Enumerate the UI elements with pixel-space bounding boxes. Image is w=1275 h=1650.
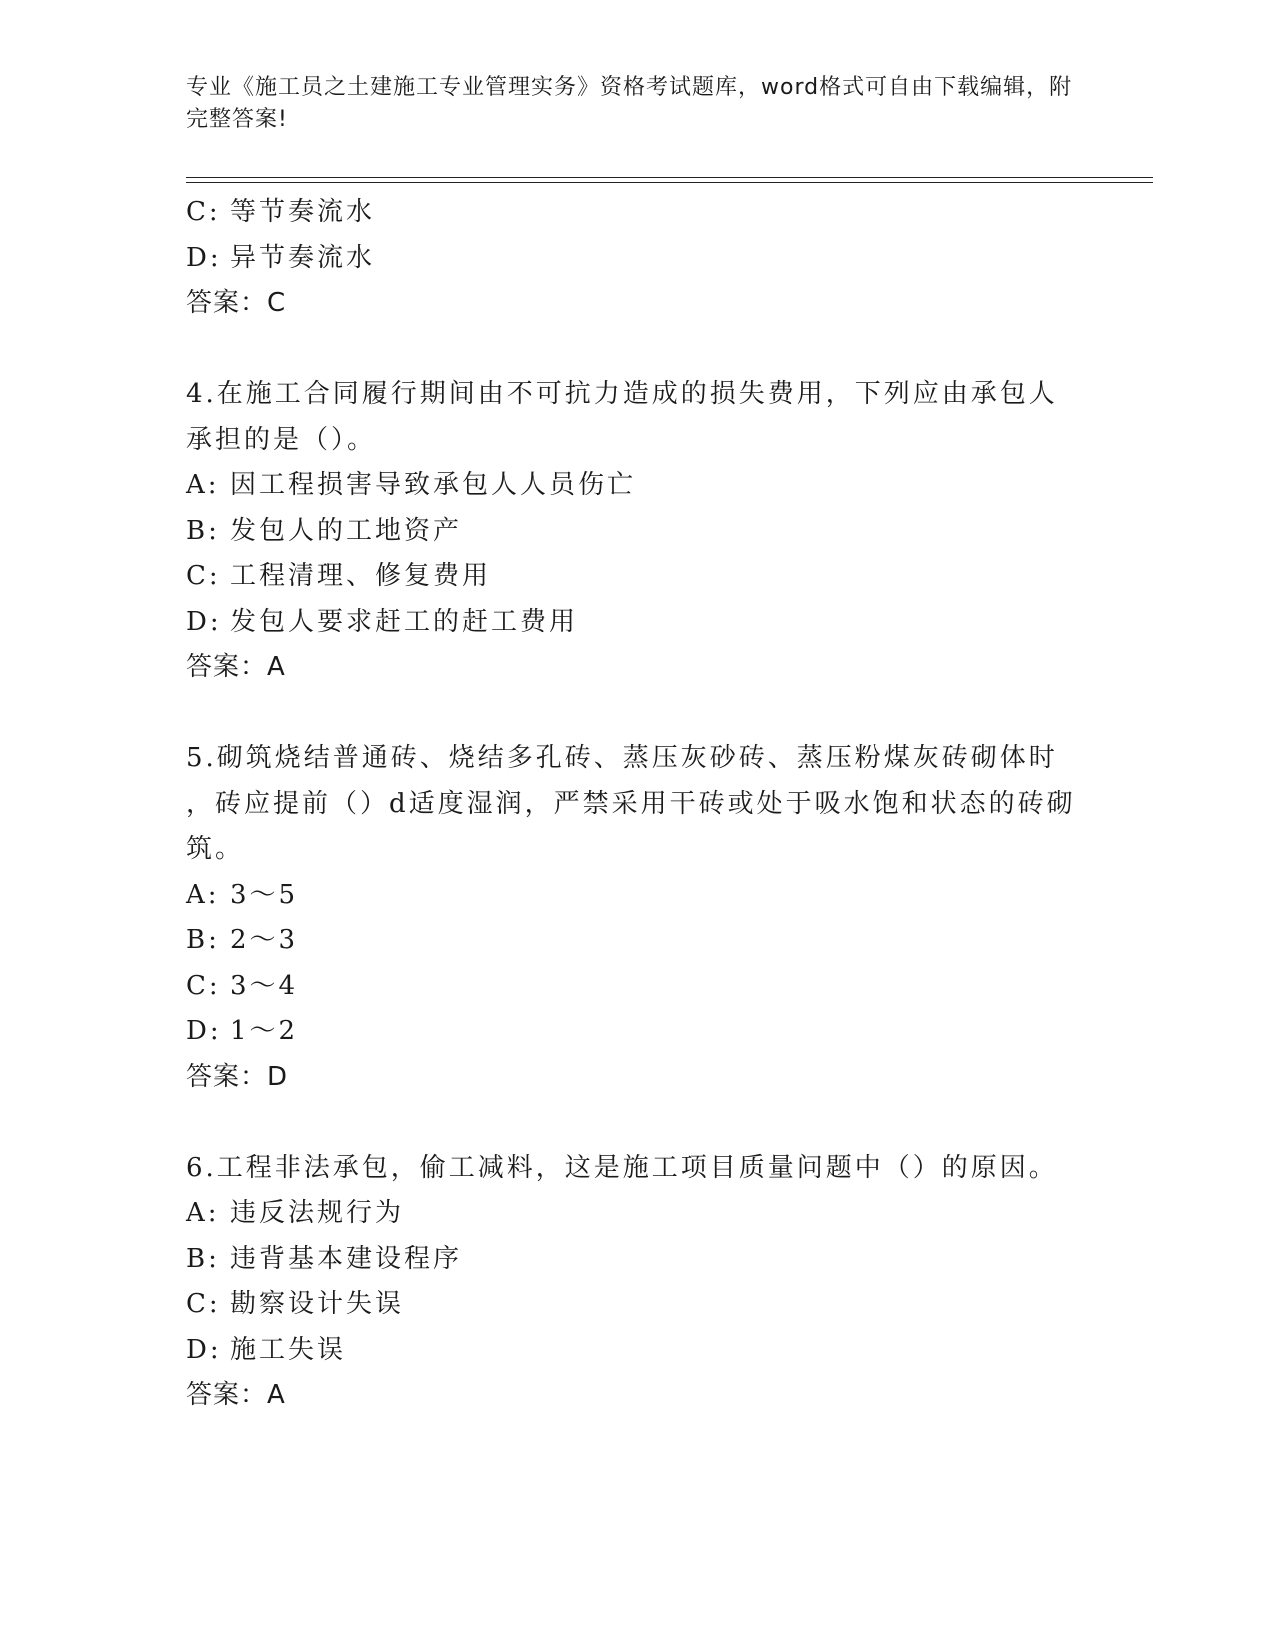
option-label: C: (186, 561, 221, 591)
question-stem-line: 5.砌筑烧结普通砖、烧结多孔砖、蒸压灰砂砖、蒸压粉煤灰砖砌体时 (186, 743, 1058, 773)
option-line (186, 236, 1086, 282)
answer-line: 答案：A (186, 652, 286, 682)
question-stem-line: 筑。 (186, 834, 245, 864)
option-label: D: (186, 242, 222, 273)
option-text: 发包人的工地资产 (230, 515, 463, 546)
option-line (186, 1237, 1086, 1283)
option-text: 3～4 (230, 970, 299, 1001)
option-label: A: (186, 1198, 220, 1228)
option-text: 工程清理、修复费用 (230, 561, 492, 591)
option-text: 等节奏流水 (230, 197, 376, 227)
question-stem-line: ，砖应提前（）d适度湿润，严禁采用干砖或处于吸水饱和状态的砖砌 (186, 788, 1076, 819)
option-text: 施工失误 (230, 1334, 347, 1365)
option-text: 勘察设计失误 (230, 1289, 405, 1319)
spacer (186, 327, 1086, 373)
option-line (186, 554, 1086, 600)
option-label: C: (186, 197, 221, 227)
answer-line: 答案：C (186, 288, 287, 318)
question-stem-line: 4.在施工合同履行期间由不可抗力造成的损失费用，下列应由承包人 (186, 379, 1058, 409)
option-label: A: (186, 470, 220, 500)
option-label: D: (186, 1334, 222, 1365)
option-label: B: (186, 515, 220, 546)
option-line (186, 1328, 1086, 1374)
option-line (186, 463, 1086, 509)
option-line (186, 873, 1086, 919)
option-line (186, 509, 1086, 555)
option-label: C: (186, 1289, 221, 1319)
question-stem-line: 6.工程非法承包，偷工减料，这是施工项目质量问题中（）的原因。 (186, 1152, 1058, 1183)
header-divider-bottom (186, 182, 1153, 183)
option-label: B: (186, 925, 220, 955)
option-line (186, 1282, 1086, 1328)
option-text: 违背基本建设程序 (230, 1243, 463, 1274)
option-label: A: (186, 879, 220, 910)
option-label: D: (186, 1016, 222, 1046)
question-stem-line: 承担的是（）。 (186, 424, 377, 455)
option-text: 1～2 (230, 1016, 299, 1046)
option-text: 发包人要求赶工的赶工费用 (230, 606, 579, 637)
spacer (186, 691, 1086, 737)
question-block (186, 1146, 1086, 1419)
option-text: 异节奏流水 (230, 242, 376, 273)
question-block (186, 736, 1086, 1100)
answer-line: 答案：D (186, 1061, 289, 1092)
option-line (186, 600, 1086, 646)
option-line (186, 1009, 1086, 1055)
option-line (186, 918, 1086, 964)
option-text: 3～5 (230, 879, 299, 910)
option-text: 2～3 (230, 925, 299, 955)
option-line (186, 1191, 1086, 1237)
option-text: 因工程损害导致承包人人员伤亡 (230, 470, 637, 500)
option-line (186, 190, 1086, 236)
option-label: B: (186, 1243, 220, 1274)
page-header: 专业《施工员之土建施工专业管理实务》资格考试题库，word格式可自由下载编辑，附完整答案! (186, 75, 1073, 132)
option-line (186, 964, 1086, 1010)
option-label: C: (186, 970, 221, 1001)
header-divider-top (186, 177, 1153, 178)
question-list (186, 190, 1086, 1419)
spacer (186, 1100, 1086, 1146)
option-label: D: (186, 606, 222, 637)
question-block (186, 372, 1086, 691)
answer-line: 答案：A (186, 1380, 286, 1410)
leading-question-fragment (186, 190, 1086, 327)
option-text: 违反法规行为 (230, 1198, 405, 1228)
